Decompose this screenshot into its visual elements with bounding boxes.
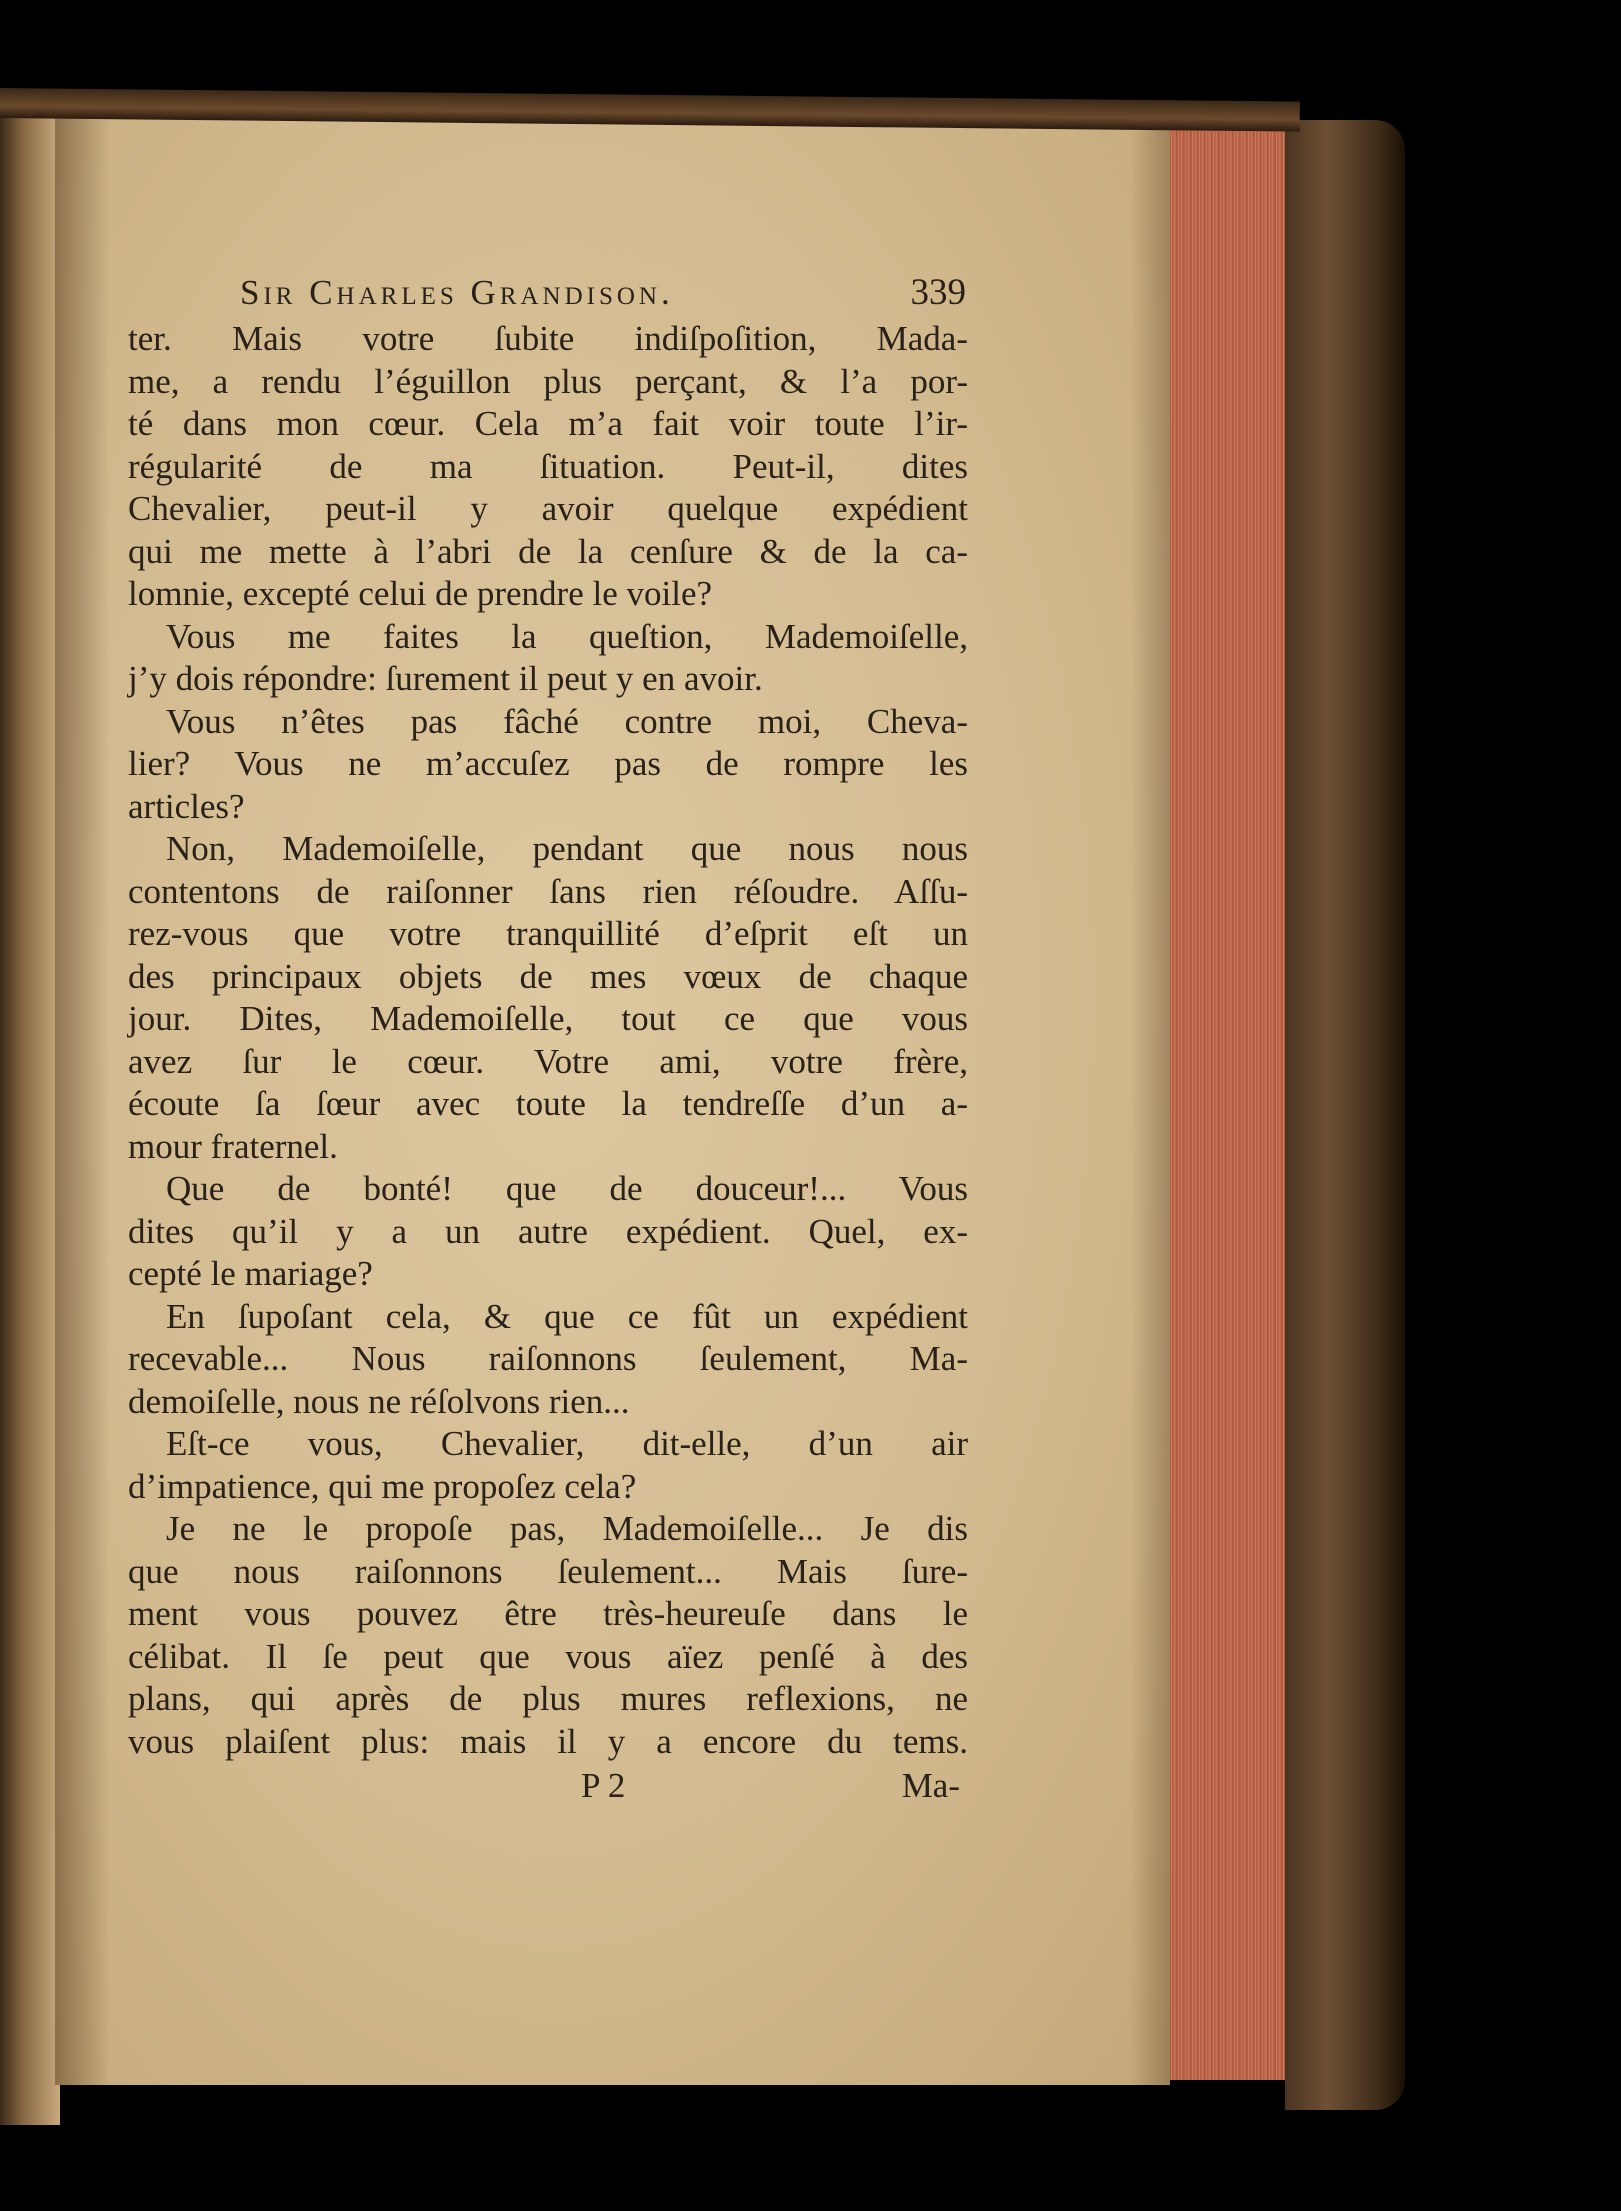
page-footer	[128, 1765, 968, 1810]
text-line: vous plaiſent plus: mais il y a encore du tems.	[128, 1721, 968, 1761]
text-line: mour fraternel.	[128, 1126, 338, 1166]
text-line: des principaux objets de mes vœux de chaque	[128, 956, 968, 996]
book-cover-edge	[1285, 120, 1405, 2110]
text-line: Que de bonté! que de douceur!... Vous	[166, 1169, 968, 1208]
text-line: Vous n’êtes pas fâché contre moi, Cheva-	[166, 701, 968, 741]
text-line: ter. Mais votre ſubite indiſpoſition, Mada-	[128, 319, 968, 358]
text-line: ment vous pouvez être très-heureuſe dans le	[128, 1594, 968, 1633]
text-line: recevable... Nous raiſonnons ſeulement, Ma-	[128, 1339, 968, 1378]
text-line: plans, qui après de plus mures reflexions, ne	[128, 1679, 968, 1718]
text-line: d’impatience, qui me propoſez cela?	[128, 1466, 637, 1506]
running-head-title: Sir Charles Grandison.	[240, 273, 674, 312]
text-line: té dans mon cœur. Cela m’a fait voir toute l’ir-	[128, 404, 968, 443]
text-line: articles?	[128, 786, 245, 826]
facing-page-edge	[0, 95, 60, 2125]
text-line: célibat. Il ſe peut que vous aïez penſé à des	[128, 1636, 968, 1676]
page-number: 339	[910, 272, 966, 313]
text-line: En ſupoſant cela, & que ce fût un expédient	[166, 1296, 968, 1336]
text-line: lier? Vous ne m’accuſez pas de rompre les	[128, 744, 968, 783]
text-line: Non, Mademoiſelle, pendant que nous nous	[166, 829, 968, 868]
text-block	[128, 270, 968, 1810]
page-right-shadow	[1130, 110, 1170, 2085]
text-line: Vous me faites la queſtion, Mademoiſelle,	[166, 616, 968, 656]
text-line: jour. Dites, Mademoiſelle, tout ce que vous	[128, 999, 968, 1038]
body-text	[128, 318, 968, 1763]
text-line: cepté le mariage?	[128, 1254, 373, 1293]
running-head	[128, 270, 968, 318]
text-line: régularité de ma ſituation. Peut-il, dites	[128, 446, 968, 486]
text-line: Eſt-ce vous, Chevalier, dit-elle, d’un air	[166, 1424, 968, 1463]
text-line: demoiſelle, nous ne réſolvons rien...	[128, 1381, 630, 1421]
text-line: lomnie, excepté celui de prendre le voile?	[128, 574, 713, 613]
text-line: rez-vous que votre tranquillité d’eſprit eſt un	[128, 914, 968, 953]
text-line: contentons de raiſonner ſans rien réſoudre. Aſſu-	[128, 871, 968, 911]
text-line: avez ſur le cœur. Votre ami, votre frère,	[128, 1041, 968, 1081]
text-line: dites qu’il y a un autre expédient. Quel, ex-	[128, 1211, 968, 1251]
text-line: Chevalier, peut-il y avoir quelque expédient	[128, 489, 968, 528]
text-line: me, a rendu l’éguillon plus perçant, & l’a por-	[128, 361, 968, 401]
signature-mark: P 2	[581, 1766, 626, 1805]
page-edges	[1165, 130, 1290, 2080]
catchword: Ma-	[901, 1766, 960, 1805]
text-line: qui me mette à l’abri de la cenſure & de la ca-	[128, 531, 968, 571]
text-line: écoute ſa ſœur avec toute la tendreſſe d’un a-	[128, 1084, 968, 1123]
page-gutter-shadow	[55, 110, 110, 2085]
text-line: que nous raiſonnons ſeulement... Mais ſure-	[128, 1551, 968, 1591]
text-line: Je ne le propoſe pas, Mademoiſelle... Je dis	[166, 1509, 968, 1548]
text-line: j’y dois répondre: ſurement il peut y en avoir.	[128, 659, 763, 698]
